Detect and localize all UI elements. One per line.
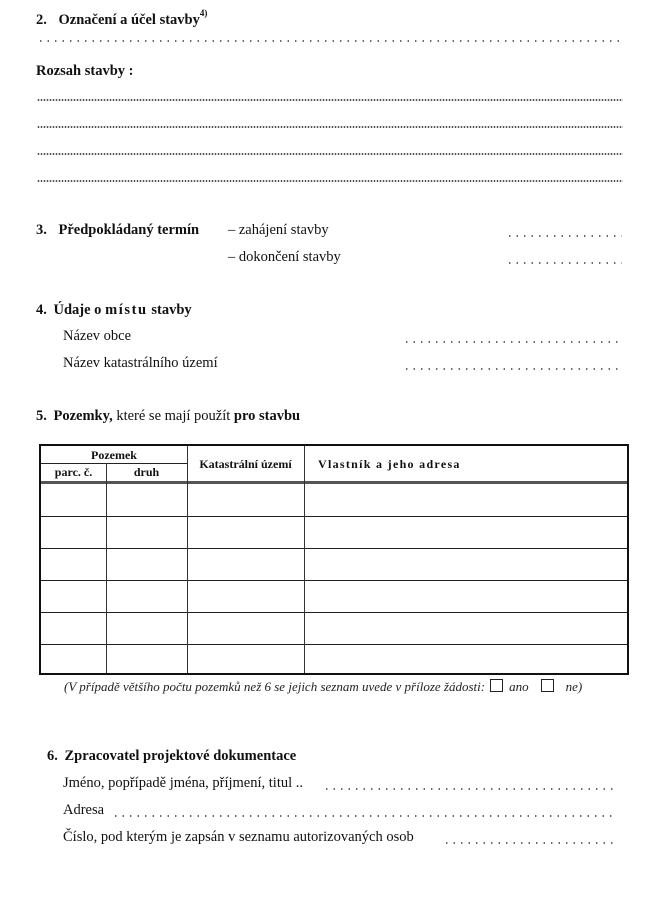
section-4-title-part3: stavby: [151, 302, 192, 318]
end-date-input[interactable]: [506, 262, 622, 264]
checkbox-ano[interactable]: [490, 679, 503, 692]
section-5-title-bold2: pro stavbu: [233, 408, 301, 424]
table-cell-parc-c[interactable]: [41, 580, 106, 610]
header-pozemek: Pozemek: [91, 448, 137, 462]
scope-input-line-1[interactable]: [37, 99, 623, 101]
section-5-heading: [36, 408, 300, 425]
start-label: – zahájení stavby: [228, 222, 329, 238]
scope-label: Rozsah stavby :: [36, 63, 134, 79]
table-cell-druh[interactable]: [106, 548, 187, 578]
cadastral-label: Název katastrálního území: [63, 355, 218, 371]
designer-name-label: Jméno, popřípadě jména, příjmení, titul ..: [63, 775, 304, 791]
section-4-number: 4.: [36, 302, 47, 318]
table-cell-parc-c[interactable]: [41, 612, 106, 642]
section-6-title: Zpracovatel projektové dokumentace: [64, 748, 297, 764]
section-2-title: Označení a účel stavby: [58, 11, 200, 28]
section-2-number: 2.: [36, 11, 47, 28]
extra-parcels-note: [64, 679, 582, 695]
scope-input-line-4[interactable]: [37, 180, 623, 182]
table-cell-cadastral[interactable]: [187, 644, 304, 674]
checkbox-ne[interactable]: [541, 679, 554, 692]
table-cell-cadastral[interactable]: [187, 548, 304, 578]
municipality-label: Název obce: [63, 328, 132, 344]
header-cadastral: Katastrální území: [199, 457, 292, 471]
extra-parcels-note-text: (V případě většího počtu pozemků než 6 se jejich seznam uvede v příloze žádosti:: [64, 679, 486, 694]
table-cell-owner[interactable]: [304, 548, 627, 578]
table-cell-owner[interactable]: [304, 484, 627, 514]
cadastral-input[interactable]: [403, 368, 622, 370]
table-cell-cadastral[interactable]: [187, 516, 304, 546]
table-cell-druh[interactable]: [106, 612, 187, 642]
section-5-number: 5.: [36, 408, 47, 424]
table-cell-druh[interactable]: [106, 580, 187, 610]
section-4-title-part1: Údaje o: [53, 302, 102, 318]
section-3-heading: [36, 222, 199, 239]
table-cell-parc-c[interactable]: [41, 548, 106, 578]
designer-address-input[interactable]: [112, 815, 613, 817]
registry-number-label: Číslo, pod kterým je zapsán v seznamu autorizovaných osob: [63, 829, 414, 845]
table-cell-cadastral[interactable]: [187, 484, 304, 514]
section-3-number: 3.: [36, 222, 47, 238]
table-cell-druh[interactable]: [106, 484, 187, 514]
purpose-input-line[interactable]: [37, 40, 623, 42]
section-2-heading: [36, 10, 207, 29]
section-4-heading: [36, 302, 192, 319]
section-4-title-part2: místu: [105, 302, 148, 318]
section-3-title: Předpokládaný termín: [58, 222, 200, 238]
table-cell-owner[interactable]: [304, 516, 627, 546]
table-cell-druh[interactable]: [106, 644, 187, 674]
table-cell-cadastral[interactable]: [187, 612, 304, 642]
option-ano-label: ano: [509, 679, 529, 694]
parcels-table: [39, 444, 629, 675]
table-cell-owner[interactable]: [304, 580, 627, 610]
table-cell-parc-c[interactable]: [41, 484, 106, 514]
designer-address-label: Adresa: [63, 802, 105, 818]
scope-input-line-3[interactable]: [37, 153, 623, 155]
designer-name-input[interactable]: [323, 788, 613, 790]
table-cell-parc-c[interactable]: [41, 516, 106, 546]
end-label: – dokončení stavby: [228, 249, 341, 265]
section-5-title-bold1: Pozemky,: [53, 408, 113, 424]
section-6-heading: [47, 748, 296, 765]
group-header-divider: [41, 463, 187, 464]
section-5-title-regular: které se mají použít: [116, 408, 231, 424]
header-owner: Vlastník a jeho adresa: [318, 457, 461, 471]
start-date-input[interactable]: [506, 235, 622, 237]
table-cell-cadastral[interactable]: [187, 580, 304, 610]
option-ne-label: ne): [565, 679, 583, 694]
municipality-input[interactable]: [403, 341, 622, 343]
table-cell-parc-c[interactable]: [41, 644, 106, 674]
registry-number-input[interactable]: [443, 842, 615, 844]
section-6-number: 6.: [47, 748, 58, 764]
table-cell-owner[interactable]: [304, 644, 627, 674]
table-cell-druh[interactable]: [106, 516, 187, 546]
header-druh: druh: [133, 465, 160, 479]
table-cell-owner[interactable]: [304, 612, 627, 642]
header-parc-c: parc. č.: [54, 465, 93, 479]
scope-input-line-2[interactable]: [37, 126, 623, 128]
footnote-ref: 4): [199, 8, 208, 18]
